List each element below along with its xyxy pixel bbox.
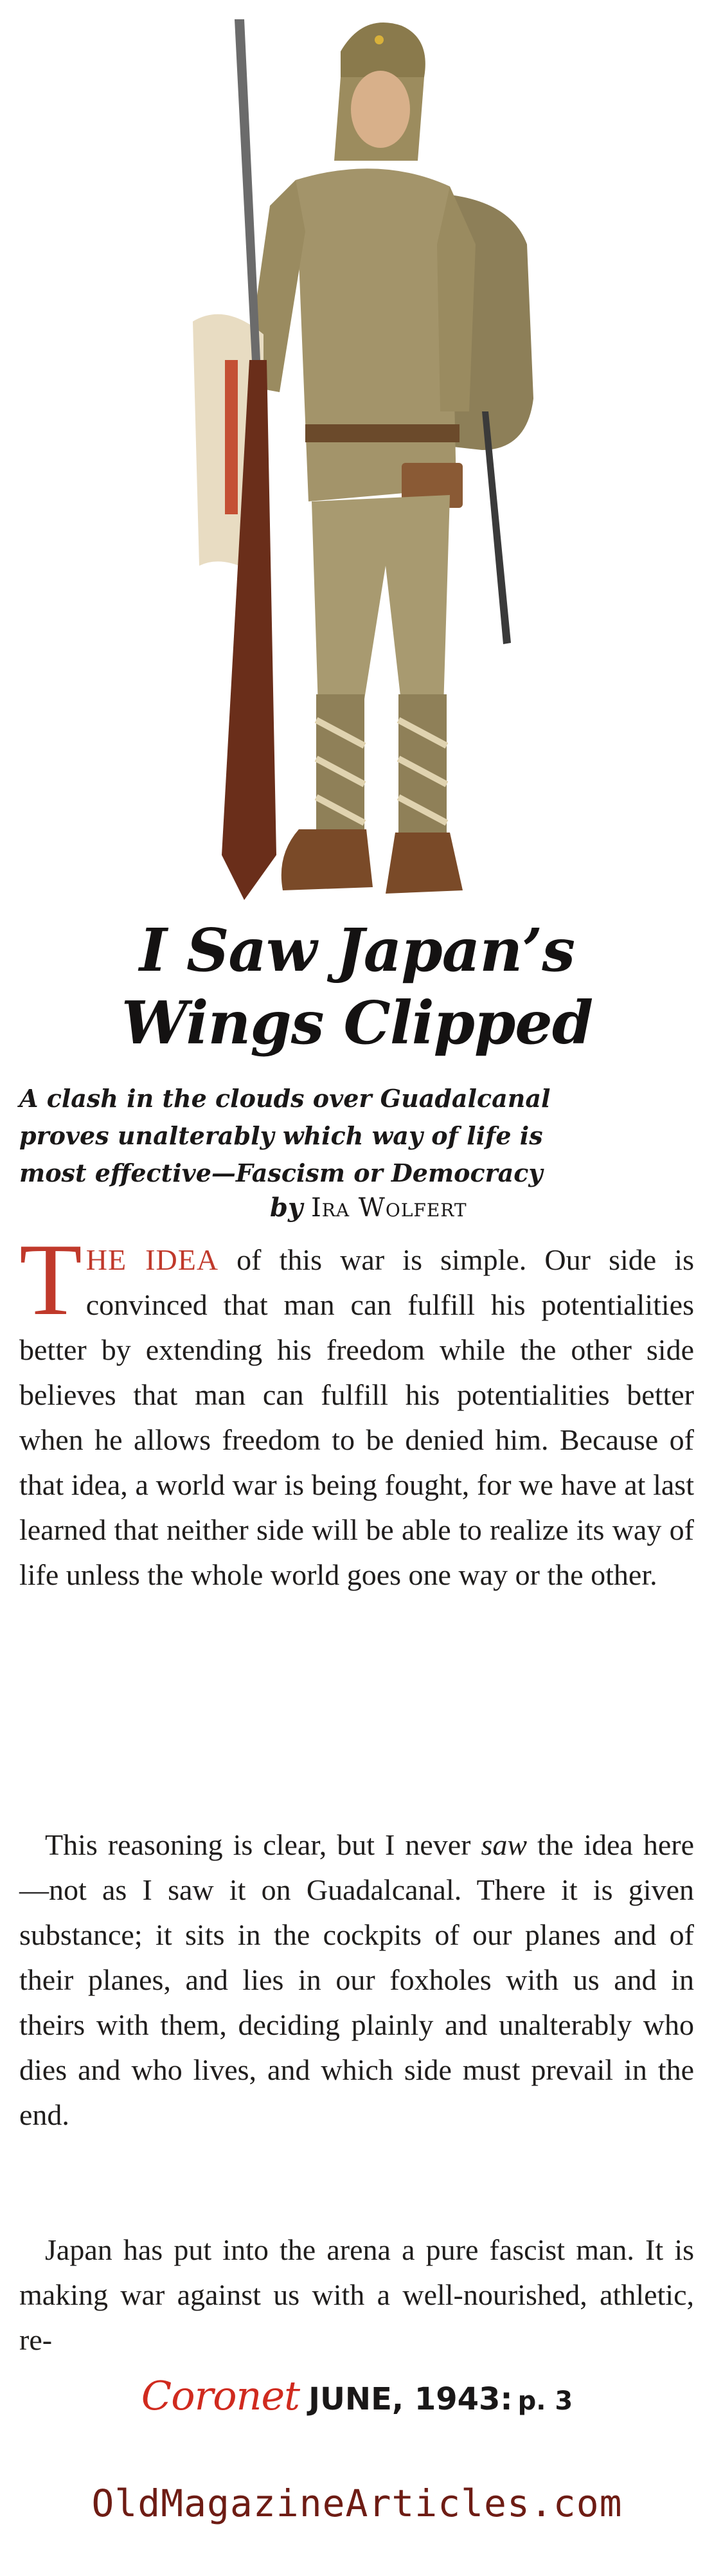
issue-date: JUNE, 1943: — [308, 2381, 513, 2417]
paragraph-1 — [19, 1222, 694, 1598]
drop-cap: T — [19, 1222, 82, 1337]
paragraph-2-italic: saw — [481, 1828, 528, 1861]
magazine-logo: Coronet — [141, 2372, 300, 2419]
deck-line-1: A clash in the clouds over Guadalcanal — [19, 1084, 551, 1113]
deck-line-3: most effective—Fascism or Democracy — [19, 1158, 543, 1187]
byline-by: by — [270, 1193, 303, 1223]
lead-in: HE IDEA — [85, 1243, 219, 1276]
paragraph-3: Japan has put into the arena a pure fascist man. It is making war against us with a well-nourished, athletic, re- — [19, 2233, 694, 2356]
source-credit: OldMagazineArticles.com — [91, 2481, 623, 2525]
headline-line-1: I Saw Japan’s — [139, 915, 575, 985]
deck-line-2: proves unalterably which way of life is — [19, 1121, 543, 1150]
paragraph-2 — [19, 1823, 694, 2138]
byline-author: Ira Wolfert — [310, 1193, 467, 1223]
paragraph-2-text-a: This reasoning is clear, but I never — [45, 1828, 481, 1861]
footer — [0, 2372, 714, 2419]
paragraph-2-text-b: the idea here—not as I saw it on Guadalcanal. There it is given substance; it sits in the cockpits of our planes and of their planes, and lies in our foxholes with us and in theirs with them, deciding plainly and unalterably who dies and who lives, and which side must prevail in the end. — [19, 1828, 694, 2131]
headline-line-2: Wings Clipped — [121, 988, 593, 1058]
paragraph-1-text: of this war is simple. Our side is convinced that man can fulfill his potentialities better by extending his freedom while the other side believes that man can fulfill his potentialities better when he allows freedom to be denied him. Because of that idea, a world war is being fought, for we have at last learned that neither side will be able to realize its way of life unless the whole world goes one way or the other. — [19, 1243, 694, 1591]
page-number: p. 3 — [517, 2386, 573, 2416]
byline — [270, 1193, 467, 1223]
soldier-photo — [148, 0, 559, 913]
